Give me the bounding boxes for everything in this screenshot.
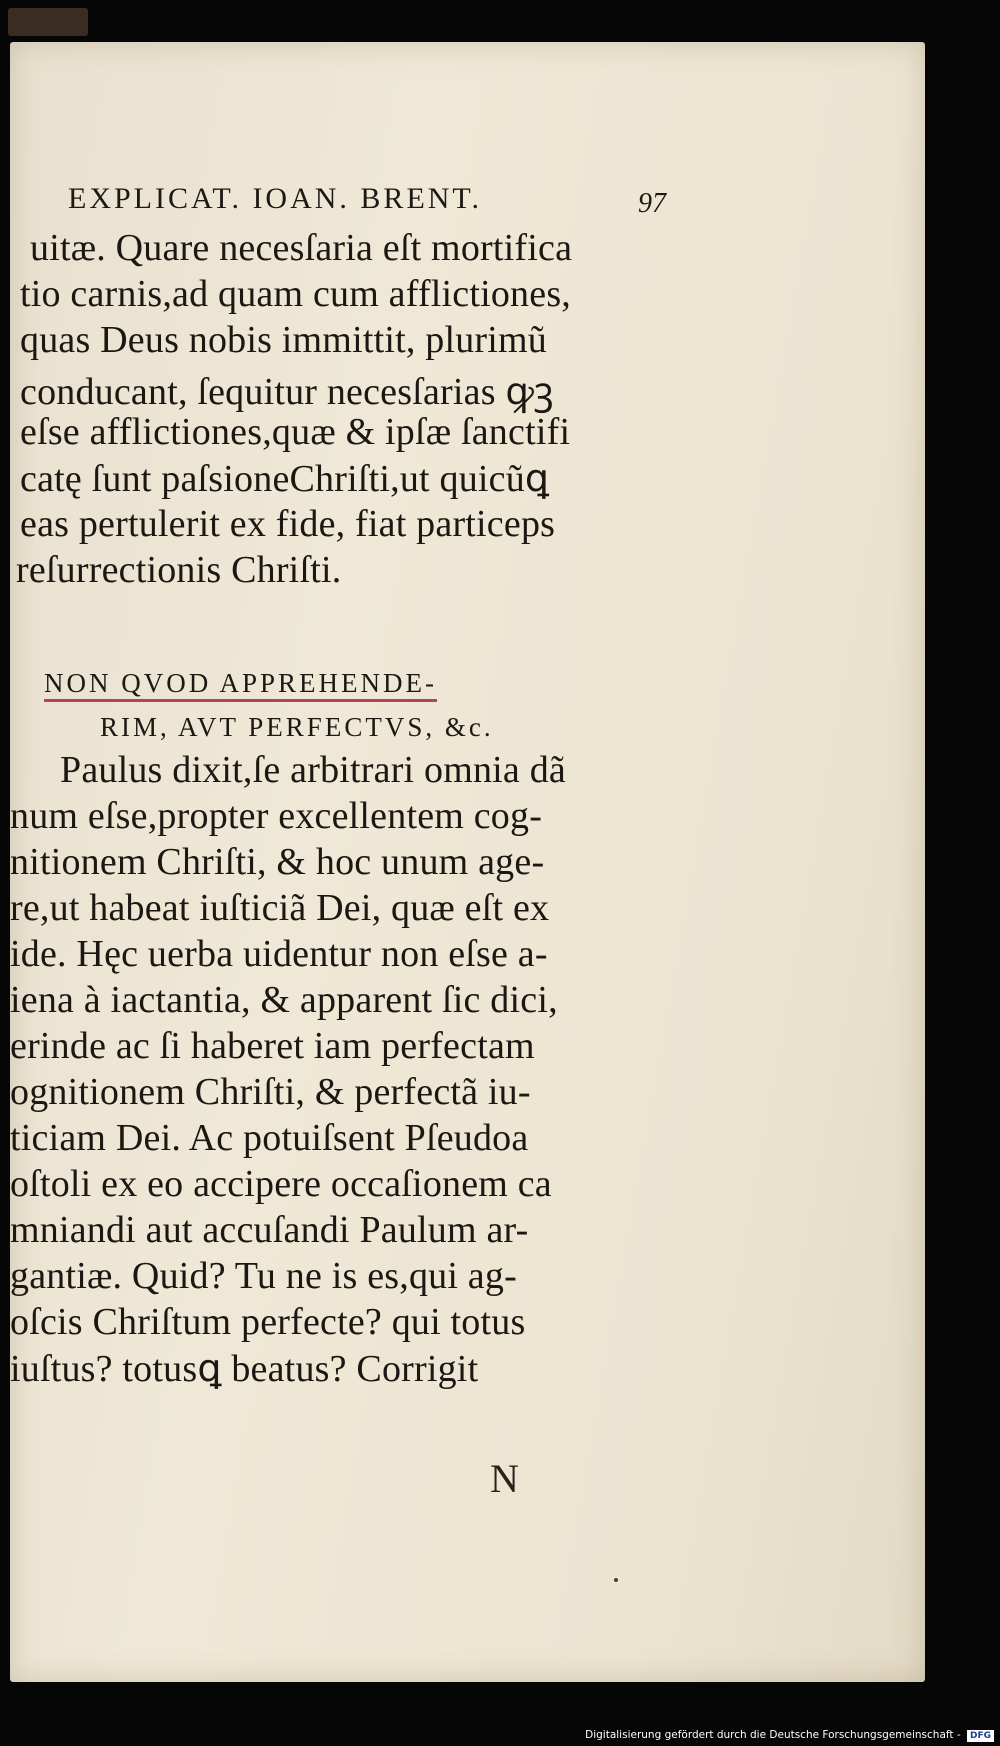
text-line: eas pertulerit ex fide, fiat particeps: [20, 503, 556, 545]
text-line: uitæ. Quare necesſaria eſt mortifica: [30, 227, 573, 269]
section-heading-line-1: NON QVOD APPREHENDE-: [44, 668, 437, 702]
text-line: gantiæ. Quid? Tu ne is es,qui ag-: [10, 1255, 517, 1297]
text-line: erinde ac ſi haberet iam perfectam: [10, 1025, 535, 1067]
text-line: oſcis Chriſtum perfecte? qui totus: [10, 1301, 526, 1343]
text-line: oſtoli ex eo accipere occaſionem ca: [10, 1163, 552, 1205]
text-line: catę ſunt paſsioneChriſti,ut quicũꝗ: [20, 458, 550, 500]
text-line: quas Deus nobis immittit, plurimũ: [20, 319, 547, 361]
running-head: [68, 182, 688, 219]
text-line: ide. Hęc uerba uidentur non eſse a-: [10, 933, 548, 975]
text-line: iena à iactantia, & apparent ſic dici,: [10, 979, 558, 1021]
text-line: tio carnis,ad quam cum afflictiones,: [20, 273, 572, 315]
section-heading-line-2: RIM, AVT PERFECTVS, &c.: [100, 712, 494, 742]
running-head-title: EXPLICAT. IOAN. BRENT.: [68, 182, 483, 215]
credit-text: Digitalisierung gefördert durch die Deutsche Forschungsgemeinschaft -: [585, 1729, 961, 1741]
ink-speck: [614, 1578, 618, 1582]
folio-number: 97: [638, 188, 666, 219]
text-line: nitionem Chriſti, & hoc unum age-: [10, 841, 545, 883]
text-line: reſurrectionis Chriſti.: [16, 549, 342, 591]
digitization-credit: [585, 1729, 994, 1742]
text-line: ognitionem Chriſti, & perfectã iu-: [10, 1071, 531, 1113]
text-line: mniandi aut accuſandi Paulum ar-: [10, 1209, 529, 1251]
text-line: iuſtus? totusꝗ beatus? Corrigit: [10, 1348, 479, 1390]
signature-mark: N: [490, 1456, 519, 1501]
text-line: conducant, ſequitur necesſarias ꝙꝫ: [20, 371, 554, 413]
text-line: num eſse,propter excellentem cog-: [10, 795, 543, 837]
dfg-logo: DFG: [967, 1730, 994, 1742]
text-line: re,ut habeat iuſticiã Dei, quæ eſt ex: [10, 887, 550, 929]
text-line: ticiam Dei. Ac potuiſsent Pſeudoa: [10, 1117, 529, 1159]
page-corner-tab: [8, 8, 88, 36]
text-line: Paulus dixit,ſe arbitrari omnia dã: [60, 749, 566, 791]
text-line: eſse afflictiones,quæ & ipſæ ſanctifi: [20, 411, 571, 453]
